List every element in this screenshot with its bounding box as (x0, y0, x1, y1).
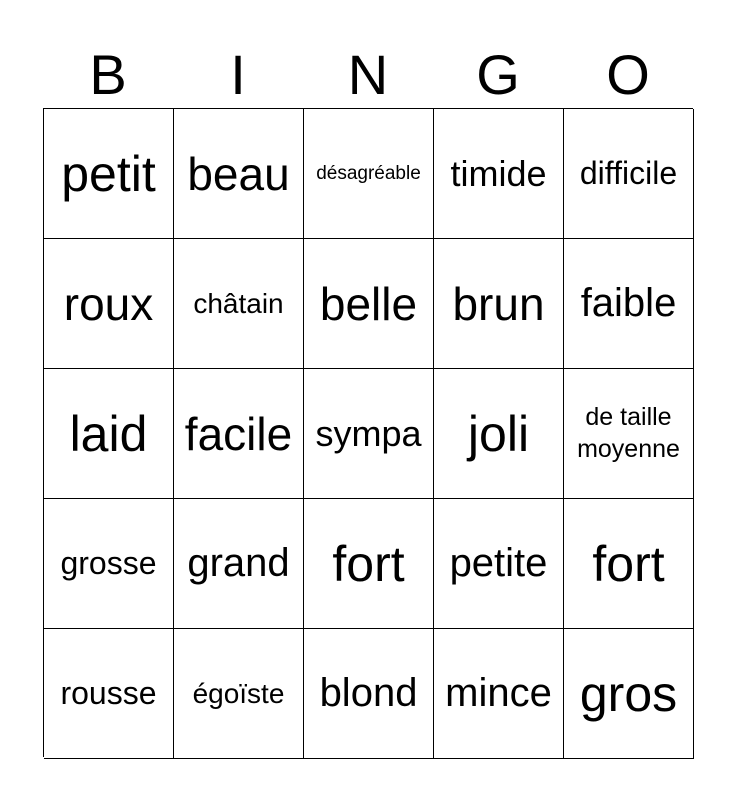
bingo-cell[interactable]: difficile (564, 109, 694, 239)
bingo-cell[interactable]: fort (304, 499, 434, 629)
header-letter-g: G (476, 43, 520, 106)
bingo-cell[interactable]: mince (434, 629, 564, 759)
bingo-cell[interactable]: faible (564, 239, 694, 369)
bingo-cell[interactable]: égoïste (174, 629, 304, 759)
bingo-cell[interactable]: belle (304, 239, 434, 369)
bingo-cell[interactable]: brun (434, 239, 564, 369)
bingo-cell[interactable]: facile (174, 369, 304, 499)
bingo-cell[interactable]: petit (44, 109, 174, 239)
bingo-cell[interactable]: grand (174, 499, 304, 629)
bingo-cell[interactable]: petite (434, 499, 564, 629)
bingo-cell[interactable]: fort (564, 499, 694, 629)
bingo-cell[interactable]: laid (44, 369, 174, 499)
bingo-cell[interactable]: châtain (174, 239, 304, 369)
header-letter-o: O (606, 43, 650, 106)
bingo-cell[interactable]: joli (434, 369, 564, 499)
bingo-cell[interactable]: beau (174, 109, 304, 239)
bingo-cell[interactable]: gros (564, 629, 694, 759)
header-letter-n: N (347, 43, 389, 106)
bingo-cell[interactable]: timide (434, 109, 564, 239)
bingo-card-grid (43, 108, 693, 757)
bingo-cell[interactable]: grosse (44, 499, 174, 629)
bingo-cell[interactable]: roux (44, 239, 174, 369)
bingo-cell[interactable]: désagréable (304, 109, 434, 239)
bingo-cell[interactable]: blond (304, 629, 434, 759)
bingo-cell[interactable]: rousse (44, 629, 174, 759)
header-letter-b: B (89, 43, 127, 106)
header-letter-i: I (230, 43, 246, 106)
bingo-cell[interactable]: sympa (304, 369, 434, 499)
bingo-cell[interactable]: de taille moyenne (564, 369, 694, 499)
bingo-header (43, 42, 693, 108)
